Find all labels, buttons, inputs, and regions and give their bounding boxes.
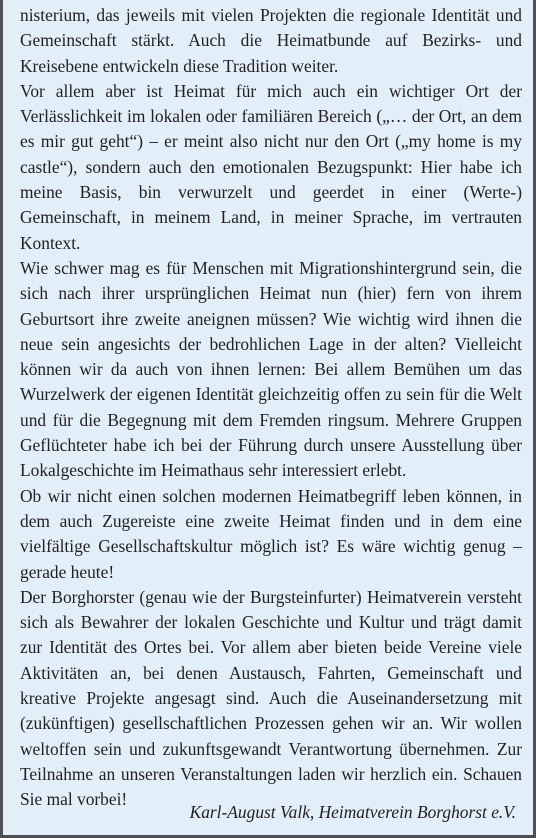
author-signature: Karl-August Valk, Heimatverein Borghorst e.V. — [189, 802, 516, 822]
paragraph-1: nisterium, das jeweils mit vielen Projekten die regionale Identität und Gemeinschaft stärkt. Auch die Heimatbunde auf Bezirks- und Kreisebene entwickeln diese Tradition weiter. — [20, 5, 522, 76]
paragraph-4: Ob wir nicht einen solchen modernen Heimatbegriff leben können, in dem auch Zugereiste eine zweite Heimat finden und in dem eine vielfältige Gesellschaftskultur möglich ist? Es wäre wichtig genug – gerade heute! — [20, 485, 522, 582]
paragraph-5: Der Borghorster (genau wie der Burgsteinfurter) Heimatverein versteht sich als Bewahrer der lokalen Geschichte und Kultur und trägt damit zur Identität des Ortes bei. Vor allem aber bieten beide Vereine viele Aktivitäten an, bei denen Austausch, Fahrten, Gemeinschaft und kreative Projekte angesagt sind. Auch die Auseinandersetzung mit (zukünftigen) gesellschaftlichen Prozessen gehen wir an. Wir wollen weltoffen sein und zukunftsgewandt Verantwortung übernehmen. Zur Teilnahme an unseren Veranstaltungen laden wir herzlich ein. Schauen Sie mal vorbei! — [20, 586, 522, 810]
article-body — [20, 3, 522, 813]
paragraph-2: Vor allem aber ist Heimat für mich auch ein wichtiger Ort der Verlässlichkeit im lokalen oder familiären Bereich („… der Ort, an dem es mir gut geht“) – er meint also nicht nur den Ort („my home is my castle“), sondern auch den emotionalen Bezugspunkt: Hier habe ich meine Basis, bin verwurzelt und geerdet in einer (Werte-) Gemeinschaft, in meinem Land, in meiner Sprache, im vertrauten Kontext. — [20, 80, 522, 253]
paragraph-3: Wie schwer mag es für Menschen mit Migrationshintergrund sein, die sich nach ihrer ursprünglichen Heimat nun (hier) fern von ihrem Geburtsort ihre zweite aneignen müssen? Wie wichtig wird ihnen die neue sein angesichts der bedrohlichen Lage in der alten? Vielleicht können wir da auch von ihnen lernen: Bei allem Bemühen um das Wurzelwerk der eigenen Identität gleichzeitig offen zu sein für die Welt und für die Begegnung mit dem Fremden ringsum. Mehrere Gruppen Geflüchteter habe ich bei der Führung durch unsere Ausstellung über Lokalgeschichte im Heimathaus sehr interessiert erlebt. — [20, 257, 522, 481]
